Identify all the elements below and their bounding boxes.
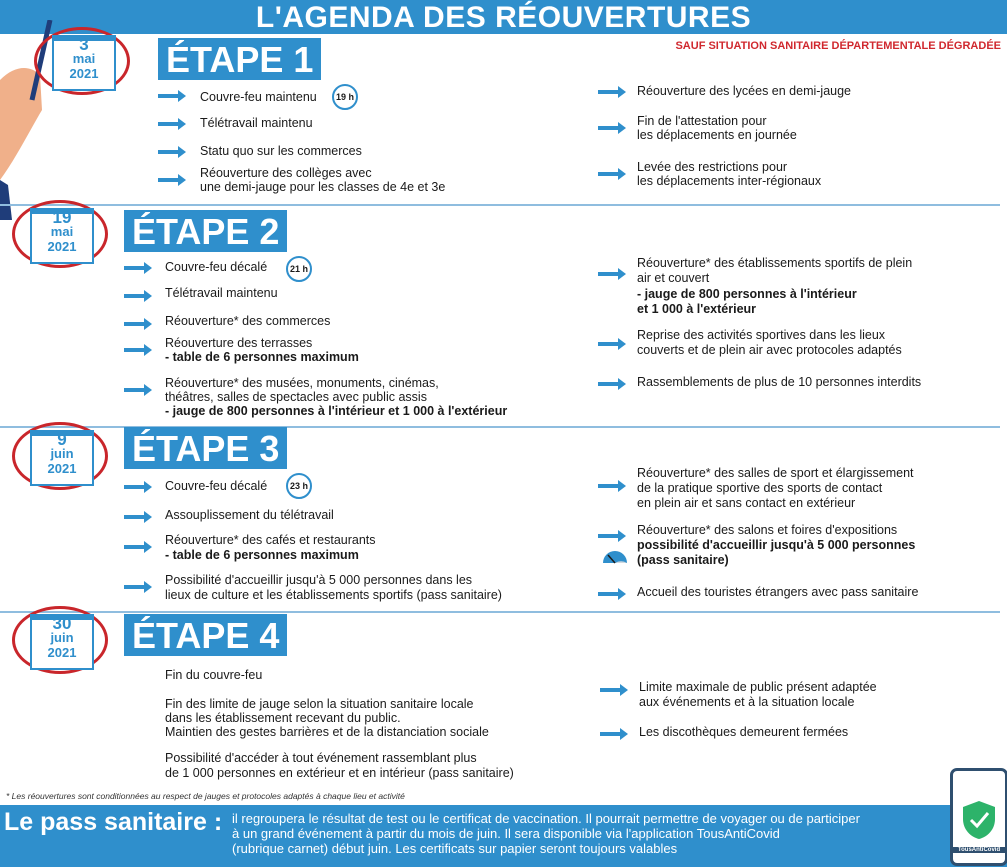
pass-line: à un grand événement à partir du mois de juin. Il sera disponible via l'application TousAntiCovid xyxy=(232,826,780,841)
list-item: - table de 6 personnes maximum xyxy=(165,548,359,562)
phone-app-label: TousAntiCovid xyxy=(953,847,1005,853)
list-item: Réouverture* des commerces xyxy=(165,314,331,328)
list-item: aux événements et à la situation locale xyxy=(639,695,855,709)
arrow-icon xyxy=(598,338,626,350)
list-item: Assouplissement du télétravail xyxy=(165,508,334,522)
arrow-icon xyxy=(124,541,152,553)
list-item: couverts et de plein air avec protocoles adaptés xyxy=(637,343,902,357)
list-item: Réouverture des terrasses xyxy=(165,336,313,350)
list-item: Réouverture des lycées en demi-jauge xyxy=(637,84,852,98)
list-item: une demi-jauge pour les classes de 4e et 3e xyxy=(200,180,446,194)
calendar-icon-stage-4 xyxy=(18,612,100,666)
arrow-icon xyxy=(124,384,152,396)
pass-title: Le pass sanitaire : xyxy=(4,808,223,836)
phone-app-icon xyxy=(950,768,1007,866)
gauge-icon xyxy=(602,550,628,564)
date-month: mai xyxy=(50,224,74,239)
list-item: Télétravail maintenu xyxy=(200,116,313,130)
list-item: lieux de culture et les établissements sportifs (pass sanitaire) xyxy=(165,588,502,602)
date-day: 30 xyxy=(52,614,72,633)
list-item: théâtres, salles de spectacles avec public assis xyxy=(165,390,427,404)
shield-check-icon xyxy=(960,799,998,841)
pass-description xyxy=(232,811,937,856)
arrow-icon xyxy=(598,588,626,600)
list-item: Couvre-feu décalé xyxy=(165,479,268,493)
arrow-icon xyxy=(598,268,626,280)
clock-icon: 21 h xyxy=(286,256,312,282)
list-item: possibilité d'accueillir jusqu'à 5 000 personnes xyxy=(637,538,916,552)
list-item: Réouverture des collèges avec xyxy=(200,166,372,180)
stage-1-title: ÉTAPE 1 xyxy=(158,38,321,80)
date-year: 2021 xyxy=(47,645,77,660)
list-item: Réouverture* des salles de sport et élargissement xyxy=(637,466,914,480)
arrow-icon xyxy=(598,122,626,134)
list-item: dans les établissement recevant du public. xyxy=(165,711,401,725)
list-item: Levée des restrictions pour xyxy=(637,160,788,174)
date-day: 3 xyxy=(79,35,89,54)
list-item: Couvre-feu maintenu xyxy=(200,90,317,104)
list-item: Réouverture* des établissements sportifs de plein xyxy=(637,256,913,270)
clock-icon: 23 h xyxy=(286,473,312,499)
list-item: - jauge de 800 personnes à l'intérieur et 1 000 à l'extérieur xyxy=(165,404,508,418)
arrow-icon xyxy=(124,581,152,593)
list-item: air et couvert xyxy=(637,271,710,285)
list-item: les déplacements en journée xyxy=(637,128,797,142)
list-item: Fin du couvre-feu xyxy=(165,668,263,682)
list-item: de la pratique sportive des sports de contact xyxy=(637,481,883,495)
list-item: Reprise des activités sportives dans les lieux xyxy=(637,328,886,342)
arrow-icon xyxy=(158,118,186,130)
arrow-icon xyxy=(124,262,152,274)
date-month: juin xyxy=(50,446,74,461)
date-month: mai xyxy=(72,51,96,66)
pass-line: il regroupera le résultat de test ou le certificat de vaccination. Il pourrait permettre de voyager ou de participer xyxy=(232,811,860,826)
arrow-icon xyxy=(124,318,152,330)
divider xyxy=(0,204,1000,206)
list-item: - jauge de 800 personnes à l'intérieur xyxy=(637,287,857,301)
calendar-icon-stage-3 xyxy=(18,428,100,482)
list-item: Réouverture* des cafés et restaurants xyxy=(165,533,376,547)
arrow-icon xyxy=(600,728,628,740)
list-item: les déplacements inter-régionaux xyxy=(637,174,822,188)
list-item: Possibilité d'accéder à tout événement rassemblant plus xyxy=(165,751,477,765)
arrow-icon xyxy=(158,146,186,158)
list-item: - table de 6 personnes maximum xyxy=(165,350,359,364)
page-title: L'AGENDA DES RÉOUVERTURES xyxy=(255,1,752,34)
list-item: Les discothèques demeurent fermées xyxy=(639,725,849,739)
arrow-icon xyxy=(158,174,186,186)
divider xyxy=(0,611,1000,613)
list-item: (pass sanitaire) xyxy=(637,553,729,567)
stage-2-title: ÉTAPE 2 xyxy=(124,210,287,252)
footnote: * Les réouvertures sont conditionnées au respect de jauges et protocoles adaptés à chaque lieu et activité xyxy=(6,791,405,801)
date-year: 2021 xyxy=(47,461,77,476)
date-month: juin xyxy=(50,630,74,645)
date-year: 2021 xyxy=(69,66,99,81)
stage-4-title: ÉTAPE 4 xyxy=(124,614,287,656)
list-item: Possibilité d'accueillir jusqu'à 5 000 personnes dans les xyxy=(165,573,473,587)
list-item: Accueil des touristes étrangers avec pass sanitaire xyxy=(637,585,919,599)
date-year: 2021 xyxy=(47,239,77,254)
list-item: Télétravail maintenu xyxy=(165,286,278,300)
list-item: et 1 000 à l'extérieur xyxy=(637,302,757,316)
list-item: Rassemblements de plus de 10 personnes interdits xyxy=(637,375,922,389)
arrow-icon xyxy=(124,344,152,356)
arrow-icon xyxy=(124,481,152,493)
list-item: de 1 000 personnes en extérieur et en intérieur (pass sanitaire) xyxy=(165,766,514,780)
arrow-icon xyxy=(598,530,626,542)
page-subtitle: SAUF SITUATION SANITAIRE DÉPARTEMENTALE DÉGRADÉE xyxy=(675,40,1001,52)
clock-icon: 19 h xyxy=(332,84,358,110)
list-item: Statu quo sur les commerces xyxy=(200,144,362,158)
list-item: Réouverture* des musées, monuments, cinémas, xyxy=(165,376,439,390)
arrow-icon xyxy=(598,378,626,390)
arrow-icon xyxy=(158,90,186,102)
list-item: Couvre-feu décalé xyxy=(165,260,268,274)
stage-3-title: ÉTAPE 3 xyxy=(124,427,287,469)
pass-line: (rubrique carnet) début juin. Les certificats sur papier seront toujours valables xyxy=(232,841,678,856)
list-item: en plein air et sans contact en extérieur xyxy=(637,496,856,510)
arrow-icon xyxy=(600,684,628,696)
calendar-icon-stage-2 xyxy=(18,206,100,260)
calendar-icon-stage-1 xyxy=(40,33,122,87)
list-item: Limite maximale de public présent adaptée xyxy=(639,680,877,694)
list-item: Fin de l'attestation pour xyxy=(637,114,767,128)
arrow-icon xyxy=(598,86,626,98)
arrow-icon xyxy=(598,480,626,492)
arrow-icon xyxy=(124,290,152,302)
arrow-icon xyxy=(124,511,152,523)
list-item: Fin des limite de jauge selon la situation sanitaire locale xyxy=(165,697,474,711)
list-item: Réouverture* des salons et foires d'expositions xyxy=(637,523,898,537)
date-day: 9 xyxy=(57,430,67,449)
date-day: 19 xyxy=(52,208,72,227)
arrow-icon xyxy=(598,168,626,180)
list-item: Maintien des gestes barrières et de la distanciation sociale xyxy=(165,725,489,739)
